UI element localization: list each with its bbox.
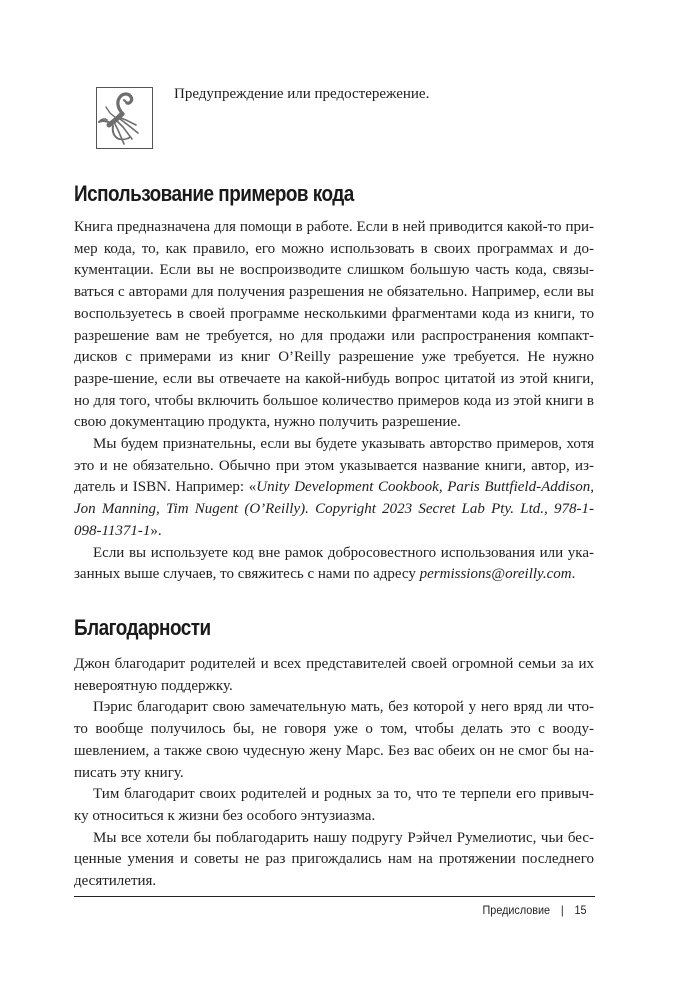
footer-rule (74, 896, 595, 897)
scorpion-icon (96, 87, 153, 149)
paragraph: Книга предназначена для помощи в работе. Если в ней приводится какой-то при-мер кода, то, как правило, его можно использовать в своих программах и до-кументации. Если вы не воспроизводите слишком большую часть кода, связы-ваться с авторами для получения разрешения не обязательно. Например, если вы воспользуетесь в своей программе несколькими фрагментами кода из книги, то разрешение вам не требуется, но для продажи или распространения компакт-дисков с примерами из книг O’Reilly разрешение уже требуется. Не нужно разре-шение, если вы отвечаете на какой-нибудь вопрос цитатой из этой книги, но для того, чтобы включить большое количество примеров кода из этой книги в свою документацию продукта, нужно получить разрешение. (74, 219, 594, 431)
acknowledgments-body (74, 654, 594, 893)
paragraph (74, 434, 594, 543)
paragraph: Мы все хотели бы поблагодарить нашу подругу Рэйчел Румелиотис, чьи бес-ценные умения и советы не раз пригождались нам на протяжении последнего десятилетия. (74, 829, 594, 890)
paragraph-text: ». (150, 522, 162, 539)
footer-separator: | (560, 903, 564, 917)
section-heading-acknowledgments: Благодарности (74, 615, 211, 640)
paragraph (74, 543, 594, 586)
paragraph: Тим благодарит своих родителей и родных за то, что те терпели его привыч-ку относиться к жизни без особого энтузиазма. (74, 786, 594, 824)
section-heading-code-examples: Использование примеров кода (74, 181, 354, 206)
email-address: permissions@oreilly.com (419, 566, 572, 583)
paragraph: Пэрис благодарит свою замечательную мать, без которой у него вряд ли что-то вообще получилось бы, не говоря уже о том, чтобы делать это с вооду-шевлением, а также свою чудесную жену Марс. Без вас обеих он не смог бы на-писать эту книгу. (74, 699, 594, 781)
paragraph: Джон благодарит родителей и всех представителей своей огромной семьи за их невероятную поддержку. (74, 656, 594, 694)
footer-section-title: Предисловие (482, 903, 550, 917)
paragraph-text: . (571, 566, 576, 583)
warning-text: Предупреждение или предостережение. (174, 86, 430, 102)
page-number: 15 (573, 903, 586, 917)
paragraph-text: Если вы используете код вне рамок добросовестного использования или ука-занных выше случаев, то свяжитесь с нами по адресу (74, 544, 594, 583)
paragraph-text: Мы будем признательны, если вы будете указывать авторство примеров, хотя это и не обязательно. Обычно при этом указывается название книги, автор, из-датель и ISBN. Например: « (74, 436, 594, 496)
code-examples-body (74, 217, 594, 586)
citation-text: Unity Development Cookbook, Paris Buttfield-Addison, Jon Manning, Tim Nugent (O’Reilly). Copyright 2023 Secret Lab Pty. Ltd., 978-1-098-11371-1 (74, 479, 594, 539)
page-footer (482, 902, 586, 918)
